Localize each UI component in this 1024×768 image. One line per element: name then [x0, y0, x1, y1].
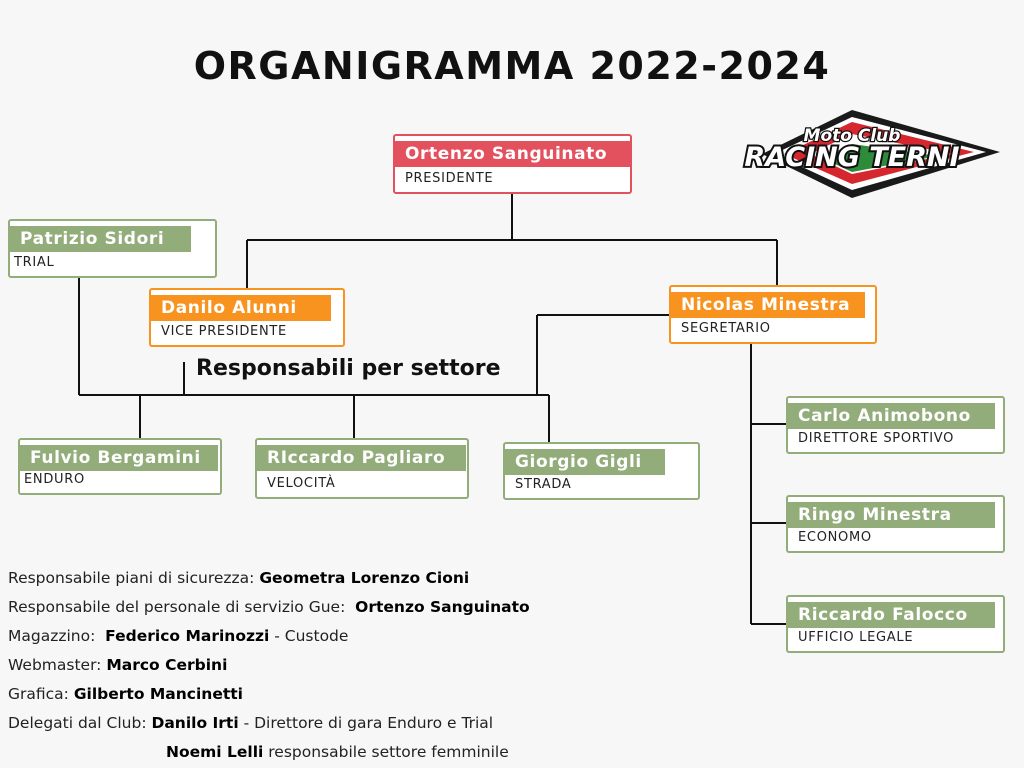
moto-club-racing-terni-logo-icon	[702, 108, 1004, 202]
note-delegates-2: Noemi Lelli responsabile settore femminile	[166, 743, 509, 761]
strada-name: Giorgio Gigli	[505, 449, 665, 475]
note-graphics-name: Gilberto Mancinetti	[73, 685, 243, 703]
legal-box	[786, 595, 1005, 653]
sport-director-name: Carlo Animobono	[788, 403, 995, 429]
note-staff: Responsabile del personale di servizio Gue: Ortenzo Sanguinato	[8, 598, 530, 616]
note-webmaster: Webmaster: Marco Cerbini	[8, 656, 228, 674]
note-delegates-name: Danilo Irti	[151, 714, 239, 732]
economo-name: Ringo Minestra	[788, 502, 995, 528]
section-label: Responsabili per settore	[196, 356, 501, 381]
president-role: PRESIDENTE	[405, 171, 494, 186]
secretary-role: SEGRETARIO	[681, 321, 771, 336]
secretary-box	[669, 285, 877, 344]
legal-name: Riccardo Falocco	[788, 602, 995, 628]
note-safety-name: Geometra Lorenzo Cioni	[259, 569, 470, 587]
enduro-name: Fulvio Bergamini	[20, 445, 218, 471]
note-graphics: Grafica: Gilberto Mancinetti	[8, 685, 243, 703]
velocita-role: VELOCITÀ	[267, 476, 336, 491]
notes-list	[8, 564, 530, 767]
president-box	[393, 134, 632, 194]
note-safety: Responsabile piani di sicurezza: Geometra Lorenzo Cioni	[8, 569, 470, 587]
velocita-name: RIccardo Pagliaro	[257, 445, 466, 471]
note-delegates: Delegati dal Club: Danilo Irti - Direttore di gara Enduro e Trial	[8, 714, 494, 732]
strada-box	[503, 442, 700, 500]
sport-director-box	[786, 396, 1005, 454]
logo-line2: RACING TERNI	[744, 142, 960, 173]
enduro-box	[18, 438, 222, 495]
economo-box	[786, 495, 1005, 553]
legal-role: UFFICIO LEGALE	[798, 630, 914, 645]
trial-box	[8, 219, 217, 278]
secretary-name: Nicolas Minestra	[671, 292, 865, 318]
strada-role: STRADA	[515, 477, 572, 492]
president-name: Ortenzo Sanguinato	[395, 141, 630, 167]
enduro-role: ENDURO	[24, 472, 85, 487]
trial-role: TRIAL	[14, 255, 55, 270]
note-staff-name: Ortenzo Sanguinato	[355, 598, 530, 616]
note-webmaster-name: Marco Cerbini	[106, 656, 228, 674]
vice-president-box	[149, 288, 345, 347]
note-warehouse: Magazzino: Federico Marinozzi - Custode	[8, 627, 349, 645]
page-title: ORGANIGRAMMA 2022-2024	[193, 44, 831, 88]
sport-director-role: DIRETTORE SPORTIVO	[798, 431, 955, 446]
logo-line1: Moto Club	[803, 126, 901, 146]
vice-president-name: Danilo Alunni	[151, 295, 331, 321]
velocita-box	[255, 438, 469, 499]
note-delegates-2-name: Noemi Lelli	[166, 743, 264, 761]
vice-president-role: VICE PRESIDENTE	[161, 324, 287, 339]
economo-role: ECONOMO	[798, 530, 872, 545]
trial-name: Patrizio Sidori	[10, 226, 191, 252]
note-warehouse-name: Federico Marinozzi	[105, 627, 270, 645]
